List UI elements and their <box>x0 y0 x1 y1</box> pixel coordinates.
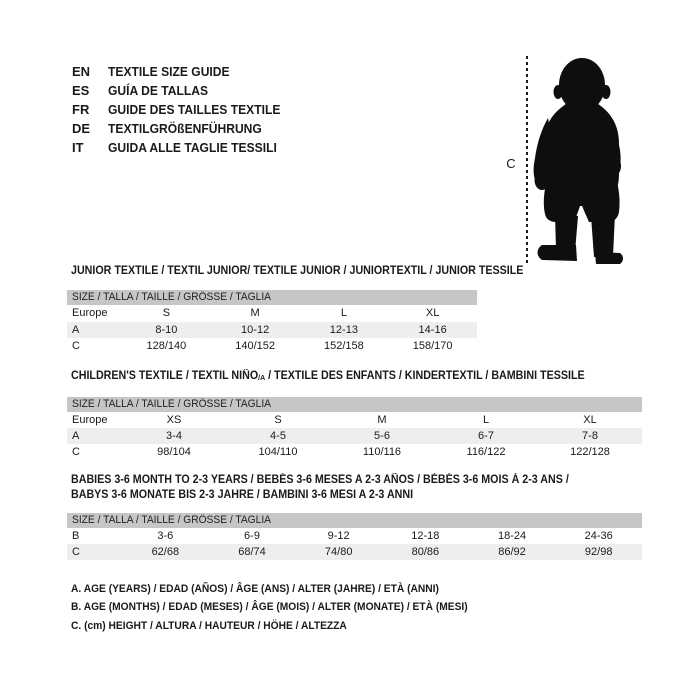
note-c-text: C. (cm) HEIGHT / ALTURA / HAUTEUR / HÖHE / ALTEZZA <box>71 619 347 632</box>
row-label: C <box>72 546 80 558</box>
table-row <box>67 544 642 560</box>
table-cell: 12-18 <box>411 530 440 542</box>
table-cell: L <box>340 307 347 319</box>
language-code: DE <box>72 121 91 136</box>
table-cell: 152/158 <box>323 340 364 352</box>
note-c <box>71 617 498 635</box>
table-cell: 68/74 <box>238 546 266 558</box>
junior-heading-text: JUNIOR TEXTILE / TEXTIL JUNIOR/ TEXTILE JUNIOR / JUNIORTEXTIL / JUNIOR TESSILE <box>71 265 524 277</box>
language-label: TEXTILE SIZE GUIDE <box>108 64 230 79</box>
table-cell: M <box>377 414 387 426</box>
table-cell: 74/80 <box>324 546 353 558</box>
language-row-es <box>72 81 293 100</box>
babies-heading-line2: BABYS 3-6 MONATE BIS 2-3 JAHRE / BAMBINI 3-6 MESI A 2-3 ANNI <box>71 489 414 501</box>
note-a-text: A. AGE (YEARS) / EDAD (AÑOS) / ÂGE (ANS) / ALTER (JAHRE) / ETÀ (ANNI) <box>71 583 439 595</box>
row-label: A <box>72 430 80 442</box>
table-cell: 92/98 <box>584 546 613 558</box>
babies-size-table <box>67 513 642 560</box>
row-label: Europe <box>72 414 108 426</box>
table-cell: 12-13 <box>329 323 358 336</box>
junior-size-table <box>67 290 477 355</box>
table-cell: 80/86 <box>411 546 440 558</box>
language-row-it <box>72 138 293 157</box>
children-heading-subscript: /A <box>258 373 266 382</box>
children-heading-post: / TEXTILE DES ENFANTS / KINDERTEXTIL / BAMBINI TESSILE <box>265 370 585 382</box>
table-cell: 18-24 <box>497 530 527 542</box>
table-row <box>67 338 477 355</box>
row-label: A <box>72 323 80 336</box>
children-section-heading <box>71 369 623 385</box>
height-measure-dotted-line <box>526 56 528 264</box>
table-cell: 9-12 <box>327 530 350 542</box>
height-measure-label: C <box>506 156 516 171</box>
language-code: FR <box>72 102 90 117</box>
table-cell: S <box>274 414 282 426</box>
language-row-de <box>72 119 293 138</box>
table-row <box>67 322 477 339</box>
babies-heading-line1: BABIES 3-6 MONTH TO 2-3 YEARS / BEBÉS 3-6 MESES A 2-3 AÑOS / BÉBÉS 3-6 MOIS À 2-3 ANS / <box>71 474 569 486</box>
table-row <box>67 528 642 544</box>
table-cell: 8-10 <box>155 323 178 336</box>
table-cell: XL <box>583 414 597 426</box>
table-cell: 98/104 <box>157 446 191 458</box>
table-cell: 10-12 <box>241 323 270 336</box>
table-row <box>67 428 642 444</box>
table-cell: XS <box>166 414 182 426</box>
babies-section-heading <box>71 473 606 503</box>
table-cell: XL <box>425 307 440 319</box>
table-cell: 7-8 <box>582 430 598 442</box>
legend-notes <box>71 580 498 635</box>
row-label: C <box>72 340 80 352</box>
language-row-fr <box>72 100 293 119</box>
table-cell: 6-7 <box>478 430 494 442</box>
row-label: B <box>72 530 80 542</box>
language-code: ES <box>72 83 90 98</box>
table-cell: 62/68 <box>151 546 180 558</box>
table-cell: 4-5 <box>270 430 286 442</box>
language-label: TEXTILGRÖßENFÜHRUNG <box>108 121 262 136</box>
table-cell: 5-6 <box>374 430 390 442</box>
table-cell: 86/92 <box>498 546 526 558</box>
language-code: EN <box>72 64 91 79</box>
language-label: GUIDE DES TAILLES TEXTILE <box>108 102 281 117</box>
table-cell: 6-9 <box>244 530 260 542</box>
table-cell: 3-4 <box>166 430 182 442</box>
language-label: GUIDA ALLE TAGLIE TESSILI <box>108 140 277 155</box>
table-cell: M <box>250 307 260 319</box>
table-cell: S <box>162 307 171 319</box>
table-row <box>67 444 642 460</box>
table-cell: L <box>482 414 490 426</box>
note-b <box>71 598 498 616</box>
table-cell: 110/116 <box>362 446 402 458</box>
language-list <box>72 62 293 157</box>
note-b-text: B. AGE (MONTHS) / EDAD (MESES) / ÂGE (MOIS) / ALTER (MONATE) / ETÀ (MESI) <box>71 601 468 614</box>
table-row <box>67 305 477 322</box>
children-heading-pre: CHILDREN'S TEXTILE / TEXTIL NIÑO <box>71 370 259 382</box>
table-cell: 3-6 <box>157 530 174 542</box>
row-label: C <box>72 446 80 458</box>
language-code: IT <box>72 140 84 155</box>
language-row-en <box>72 62 293 81</box>
size-header-text: SIZE / TALLA / TAILLE / GRÖSSE / TAGLIA <box>72 398 272 410</box>
table-cell: 140/152 <box>235 340 275 352</box>
table-cell: 122/128 <box>570 446 610 458</box>
size-header-bar <box>67 397 642 412</box>
language-label: GUÍA DE TALLAS <box>108 83 209 98</box>
table-cell: 158/170 <box>412 340 453 352</box>
table-row <box>67 412 642 428</box>
table-cell: 116/122 <box>466 446 506 458</box>
table-cell: 104/110 <box>258 446 298 458</box>
toddler-silhouette-image <box>533 54 628 264</box>
children-heading-text <box>71 369 585 385</box>
size-header-text: SIZE / TALLA / TAILLE / GRÖSSE / TAGLIA <box>72 514 272 526</box>
size-header-bar <box>67 290 477 305</box>
table-cell: 14-16 <box>418 323 447 336</box>
children-size-table <box>67 397 642 460</box>
size-header-text: SIZE / TALLA / TAILLE / GRÖSSE / TAGLIA <box>72 291 272 303</box>
table-cell: 128/140 <box>146 340 187 352</box>
size-header-bar <box>67 513 642 528</box>
junior-section-heading <box>71 264 557 279</box>
note-a <box>71 580 498 598</box>
table-cell: 24-36 <box>584 530 613 542</box>
row-label: Europe <box>72 307 108 319</box>
